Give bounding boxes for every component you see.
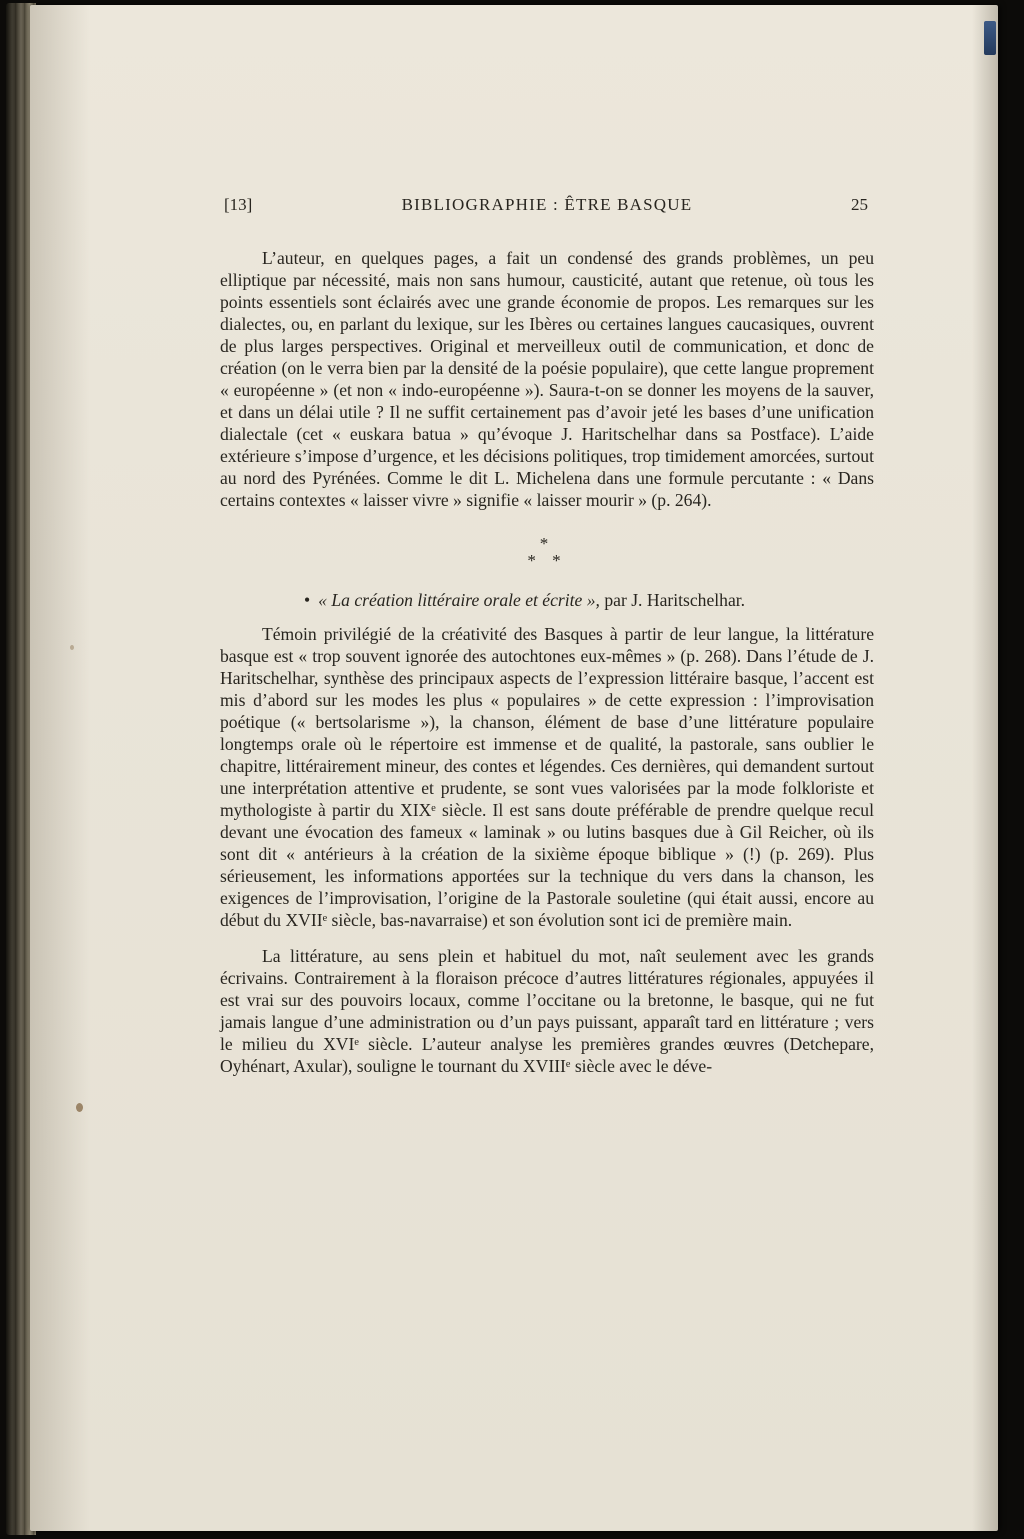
section-separator	[220, 535, 874, 569]
book-page	[30, 5, 998, 1531]
header-entry-number: [13]	[224, 195, 253, 214]
separator-asterisk-bottom: * *	[527, 551, 567, 570]
page-speck	[70, 645, 74, 650]
separator-asterisk-top: *	[539, 534, 555, 553]
bullet-icon: •	[304, 590, 311, 610]
paragraph-entry-review-2: La littérature, au sens plein et habituel du mot, naît seulement avec les grands écrivains. Contrairement à la floraison précoce d’autres littératures régionales, appuyées il est vrai sur des pouvoirs locaux, comme l’occitane ou la bretonne, le basque, qui ne fut jamais langue d’une administration ou d’un pays puissant, apparaît tard en littérature ; vers le milieu du XVIᵉ siècle. L’auteur analyse les premières grandes œuvres (Detchepare, Oyhénart, Axular), souligne le tournant du XVIIIᵉ siècle avec le déve-	[220, 946, 874, 1076]
header-title: BIBLIOGRAPHIE : ÊTRE BASQUE	[401, 195, 693, 214]
entry-byline: par J. Haritschelhar.	[599, 590, 746, 610]
entry-title: « La création littéraire orale et écrite »,	[318, 590, 600, 610]
review-entry-heading	[220, 589, 874, 611]
text-column	[220, 195, 874, 1077]
page-speck	[76, 1103, 83, 1112]
paragraph-entry-review-1: Témoin privilégié de la créativité des Basques à partir de leur langue, la littérature basque est « trop souvent ignorée des autochtones eux-mêmes » (p. 268). Dans l’étude de J. Haritschelhar, synthèse des principaux aspects de l’expression littéraire basque, l’accent est mis d’abord sur les modes les plus « populaires » de cette expression : l’improvisation poétique (« bertsolarisme »), la chanson, élément de base d’une littérature populaire longtemps orale où le répertoire est immense et de qualité, la pastorale, sans oublier le chapitre, littérairement mineur, des contes et légendes. Ces dernières, qui demandent surtout une interprétation attentive et prudente, se sont vues valorisées par la mode folkloriste et mythologiste à partir du XIXᵉ siècle. Il est sans doute préférable de prendre quelque recul devant une évocation des fameux « laminak » ou lutins basques due à Gil Reicher, où ils sont dit « antérieurs à la création de la sixième époque biblique » (!) (p. 269). Plus sérieusement, les informations apportées sur la technique du vers dans la chanson, les exigences de l’improvisation, l’origine de la Pastorale souletine (qui était aussi, encore au début du XVIIᵉ siècle, bas-navarraise) et son évolution sont ici de première main.	[220, 624, 874, 930]
running-header	[220, 195, 874, 219]
book-cover-sliver	[984, 21, 996, 55]
header-page-number: 25	[851, 195, 868, 214]
paragraph-conclusion-previous-entry: L’auteur, en quelques pages, a fait un condensé des grands problèmes, un peu elliptique par nécessité, mais non sans humour, causticité, autant que retenue, où tous les points essentiels sont éclairés avec une grande économie de propos. Les remarques sur les dialectes, ou, en parlant du lexique, sur les Ibères ou certaines langues caucasiques, ouvrent de plus larges perspectives. Original et merveilleux outil de communication, et donc de création (on le verra bien par la densité de la poésie populaire), que cette langue proprement « européenne » (et non « indo-européenne »). Saura-t-on se donner les moyens de la sauver, et dans un délai utile ? Il ne suffit certainement pas d’avoir jeté les bases d’une unification dialectale (cet « euskara batua » qu’évoque J. Haritschelhar dans sa Postface). L’aide extérieure s’impose d’urgence, et les décisions politiques, trop timidement amorcées, surtout au nord des Pyrénées. Comme le dit L. Michelena dans une formule percutante : « Dans certains contextes « laisser vivre » signifie « laisser mourir » (p. 264).	[220, 248, 874, 510]
